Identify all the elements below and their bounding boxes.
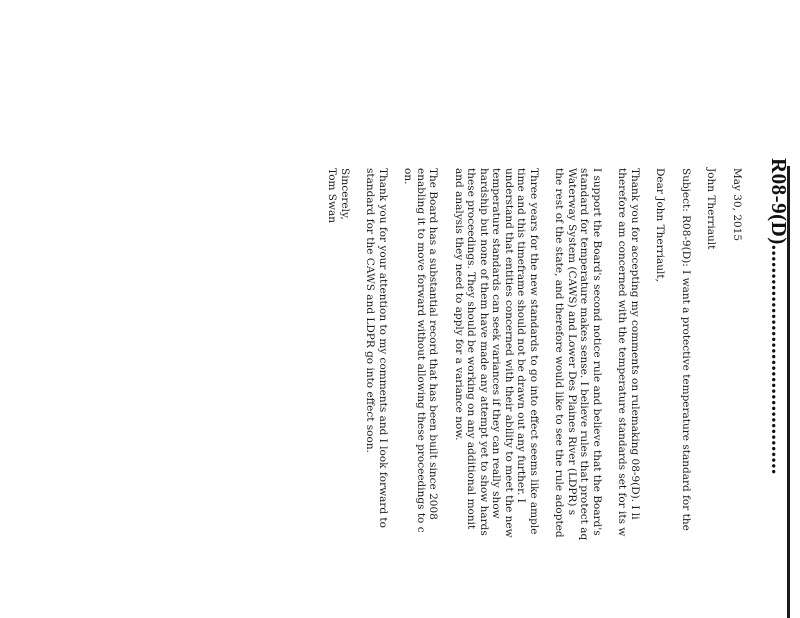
paragraph-line: understand that entities concerned with their ability to meet the new [503,168,515,538]
paragraph-line: hardship but none of them have made any attempt yet to show hards [478,168,490,536]
paragraph-line: on. [402,168,415,185]
paragraph-line: and analysis they need to apply for a variance now. [453,168,465,441]
paragraph-line: Three years for the new standards to go into effect seems like ample [528,168,540,535]
paragraph-line: enabling it to move forward without allowing these proceedings to c [415,168,427,533]
paragraph-line: the rest of the state, and therefore would like to see the rule adopted [553,168,566,538]
letter-salutation: Dear John Therriault, [654,168,667,282]
paragraph-line: time and this timeframe should not be drawn out any further. I [515,168,528,503]
letter-signature: Tom Swan [326,168,339,224]
docket-heading: R08-9(D)........................................ [767,158,791,475]
rotated-letter [326,158,791,618]
paragraph-line: therefore am concerned with the temperature standards set for its w [616,168,629,537]
paragraph-line: standard for temperature makes sense. I believe rules that protect aq [578,168,591,541]
paragraph-line: temperature standards can seek variances if they can really show [490,168,503,519]
paragraph-line: I support the Board's second notice rule and believe that the Board's [591,168,603,536]
paragraph-2 [553,168,603,618]
letter-date: May 30, 2015 [731,168,743,242]
paragraph-line: standard for the CAWS and LDPR go into effect soon. [364,168,377,453]
paragraph-line: Waterway System (CAWS) and Lower Des Plaines River (LDPR) s [566,168,578,516]
paragraph-line: these proceedings. They should be working on any additional monit [465,168,478,530]
paragraph-1 [616,168,641,618]
letter-closing: Sincerely, [339,168,351,220]
letter-subject: Subject: R08-9(D): I want a protective temperature standard for the [680,168,692,531]
paragraph-line: The Board has a substantial record that has been built since 2008 [427,168,440,520]
paragraph-3 [453,168,541,618]
paragraph-line: Thank you for accepting my comments on rulemaking 08-9(D). I li [629,168,641,520]
paragraph-5 [364,168,389,618]
paragraph-line: Thank you for your attention to my comments and I look forward to [377,168,389,528]
letter-recipient: John Therriault [705,168,718,250]
paragraph-4 [402,168,440,618]
